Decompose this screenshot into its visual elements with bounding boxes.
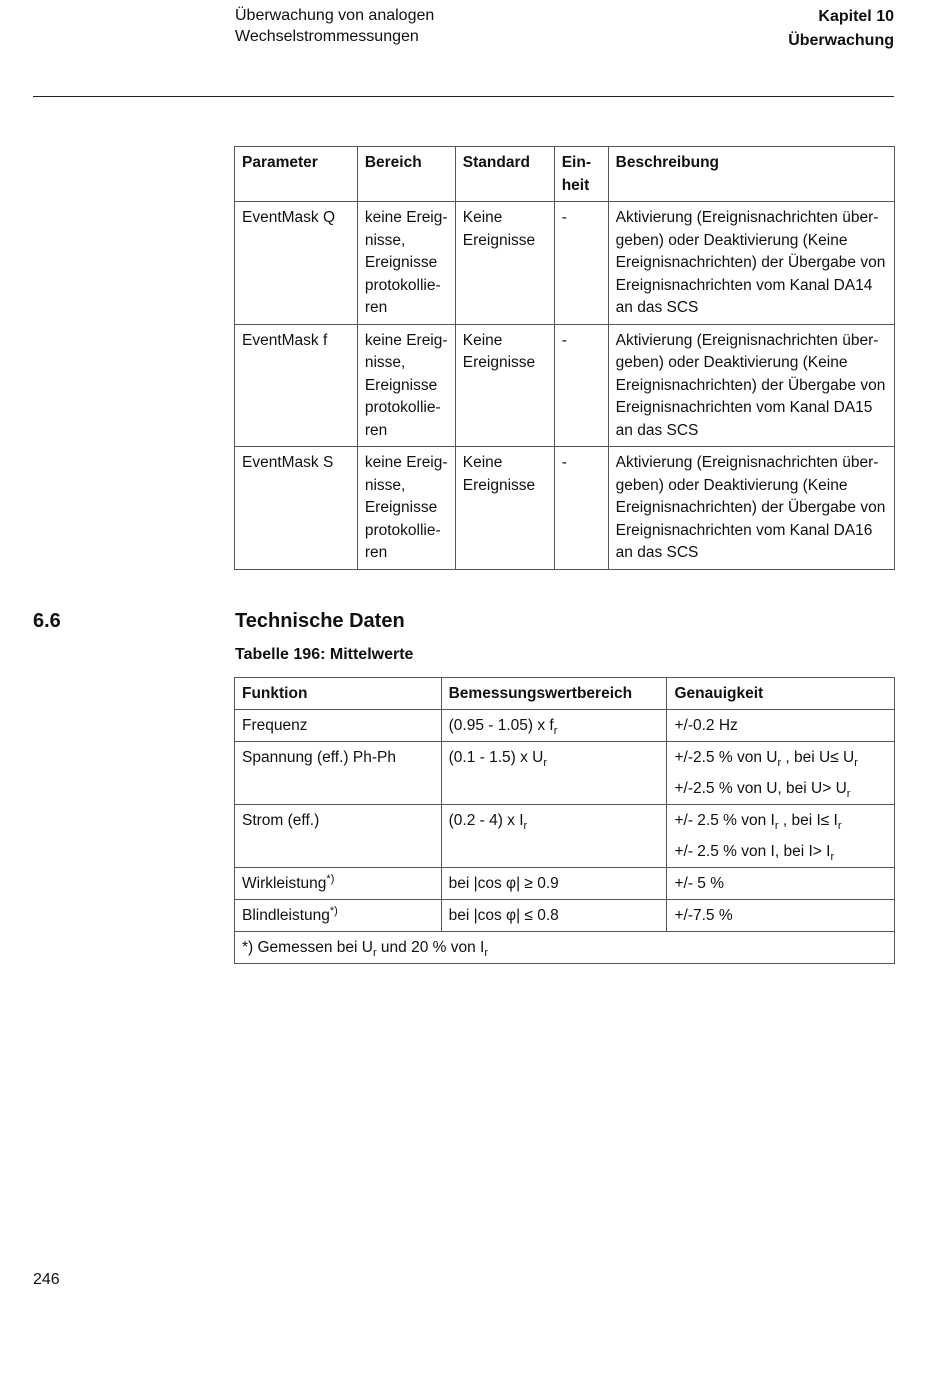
footnote-row <box>235 932 895 964</box>
table-row <box>235 324 895 447</box>
header-divider <box>33 96 894 97</box>
header-title-line1: Überwachung von analogen <box>235 7 435 24</box>
table-row <box>235 202 895 325</box>
cell-bereich-line: Ereignisse <box>364 254 438 271</box>
cell-bereich-line: protokollie- <box>364 276 441 294</box>
cell-standard-line: Ereignisse <box>462 476 536 494</box>
cell-parameter: EventMask S <box>235 447 358 570</box>
genauigkeit-line <box>674 810 887 831</box>
text-span: (0.95 - 1.05) x f <box>448 717 554 734</box>
cell-beschreibung-line: Ereignisnachrichten) der Übergabe von <box>615 254 886 271</box>
column-header-einheit <box>554 147 608 202</box>
cell-standard-line: Ereignisse <box>462 231 536 249</box>
cell-funktion <box>235 805 442 868</box>
table-header-row <box>235 678 895 710</box>
cell-bereich-line: ren <box>364 544 388 561</box>
cell-beschreibung <box>608 324 894 447</box>
subscript: r <box>484 947 489 959</box>
cell-beschreibung-line: geben) oder Deaktivierung (Keine <box>615 354 848 371</box>
cell-standard-line: Keine <box>462 454 503 471</box>
cell-bereich-line: keine Ereig- <box>364 454 448 471</box>
cell-funktion <box>235 900 442 932</box>
cell-bereich <box>357 324 455 447</box>
text-span: und 20 % von I <box>376 939 485 956</box>
cell-einheit: - <box>554 447 608 570</box>
cell-bemessungswertbereich <box>441 868 667 900</box>
chapter-title: Überwachung <box>788 32 894 49</box>
cell-beschreibung-line: Ereignisnachrichten vom Kanal DA14 <box>615 276 873 294</box>
cell-bereich-line: nisse, <box>364 354 406 371</box>
parameter-table <box>234 146 895 570</box>
table-row <box>235 742 895 805</box>
column-header-standard: Standard <box>455 147 554 202</box>
footnote-cell <box>235 932 895 964</box>
text-span: +/-0.2 Hz <box>674 717 738 734</box>
cell-genauigkeit <box>667 710 895 742</box>
column-header-einheit-line2: heit <box>561 176 590 194</box>
cell-funktion <box>235 710 442 742</box>
genauigkeit-line <box>674 873 887 894</box>
cell-beschreibung <box>608 202 894 325</box>
genauigkeit-line <box>674 715 887 736</box>
table-caption: Tabelle 196: Mittelwerte <box>235 646 414 663</box>
text-span: +/- 2.5 % von I <box>674 812 775 829</box>
cell-beschreibung <box>608 447 894 570</box>
cell-standard <box>455 324 554 447</box>
cell-bereich-line: nisse, <box>364 231 406 249</box>
cell-einheit: - <box>554 324 608 447</box>
funktion-label: Spannung (eff.) Ph-Ph <box>242 749 396 766</box>
funktion-label: Blindleistung <box>242 907 330 924</box>
genauigkeit-line <box>674 747 887 768</box>
cell-genauigkeit <box>667 805 895 868</box>
text-span: +/-2.5 % von U, bei U> U <box>674 780 847 797</box>
cell-bereich-line: keine Ereig- <box>364 331 448 349</box>
cell-beschreibung-line: Ereignisnachrichten vom Kanal DA16 <box>615 521 873 539</box>
cell-funktion <box>235 868 442 900</box>
subscript: r <box>854 757 858 769</box>
column-header-funktion: Funktion <box>235 678 442 710</box>
cell-beschreibung-line: Ereignisnachrichten vom Kanal DA15 <box>615 399 873 416</box>
table-row <box>235 805 895 868</box>
cell-funktion <box>235 742 442 805</box>
footnote-marker: *) <box>326 873 335 885</box>
funktion-label: Strom (eff.) <box>242 812 320 829</box>
text-span: bei |cos φ| ≤ 0.8 <box>448 907 559 924</box>
cell-bereich-line: protokollie- <box>364 399 441 416</box>
footnote-marker: *) <box>329 905 338 917</box>
section-number: 6.6 <box>33 610 61 632</box>
cell-beschreibung-line: Aktivierung (Ereignisnachrichten über- <box>615 454 879 471</box>
cell-beschreibung-line: Ereignisnachrichten) der Übergabe von <box>615 376 886 394</box>
cell-standard-line: Ereignisse <box>462 354 536 371</box>
text-span: bei |cos φ| ≥ 0.9 <box>448 875 559 892</box>
table-row <box>235 868 895 900</box>
subscript: r <box>837 820 842 832</box>
cell-parameter: EventMask f <box>235 324 358 447</box>
column-header-genauigkeit: Genauigkeit <box>667 678 895 710</box>
subscript: r <box>372 947 377 959</box>
text-span: +/- 5 % <box>674 875 725 892</box>
cell-bereich-line: Ereignisse <box>364 376 438 394</box>
section-title: Technische Daten <box>235 610 405 632</box>
cell-beschreibung-line: geben) oder Deaktivierung (Keine <box>615 231 848 249</box>
cell-bereich-line: nisse, <box>364 476 406 494</box>
column-header-bereich: Bereich <box>357 147 455 202</box>
running-header-right <box>788 5 894 53</box>
text-span: +/- 2.5 % von I, bei I> I <box>674 843 831 860</box>
header-title-line2: Wechselstrommessungen <box>235 28 419 45</box>
genauigkeit-line <box>674 841 887 862</box>
cell-bereich-line: keine Ereig- <box>364 209 448 226</box>
table-header-row <box>235 147 895 202</box>
text-span: +/-2.5 % von U <box>674 749 778 766</box>
subscript: r <box>553 725 558 737</box>
cell-bereich-line: ren <box>364 299 388 316</box>
subscript: r <box>830 851 835 863</box>
column-header-bemessungswertbereich: Bemessungswertbereich <box>441 678 667 710</box>
funktion-label: Wirkleistung <box>242 875 327 892</box>
column-header-beschreibung: Beschreibung <box>608 147 894 202</box>
cell-beschreibung-line: an das SCS <box>615 299 699 316</box>
text-span: (0.1 - 1.5) x U <box>448 749 544 766</box>
genauigkeit-line <box>674 778 887 799</box>
cell-genauigkeit <box>667 900 895 932</box>
funktion-label: Frequenz <box>242 717 308 734</box>
text-span: (0.2 - 4) x I <box>448 812 524 829</box>
mittelwerte-table <box>234 677 895 964</box>
table-row <box>235 900 895 932</box>
cell-beschreibung-line: Aktivierung (Ereignisnachrichten über- <box>615 331 879 349</box>
cell-standard <box>455 202 554 325</box>
cell-standard-line: Keine <box>462 331 503 349</box>
running-header-left <box>235 5 434 47</box>
cell-parameter: EventMask Q <box>235 202 358 325</box>
subscript: r <box>777 757 782 769</box>
cell-bemessungswertbereich <box>441 742 667 805</box>
column-header-einheit-line1: Ein- <box>561 154 591 171</box>
text-span: , bei I≤ I <box>778 812 838 829</box>
table-row <box>235 710 895 742</box>
cell-standard-line: Keine <box>462 209 503 226</box>
cell-bereich <box>357 202 455 325</box>
cell-beschreibung-line: an das SCS <box>615 544 699 561</box>
page-number: 246 <box>33 1271 60 1288</box>
subscript: r <box>846 788 851 800</box>
cell-genauigkeit <box>667 742 895 805</box>
genauigkeit-line <box>674 905 887 926</box>
cell-bemessungswertbereich <box>441 900 667 932</box>
chapter-number: Kapitel 10 <box>818 8 894 25</box>
cell-beschreibung-line: geben) oder Deaktivierung (Keine <box>615 476 848 494</box>
cell-einheit: - <box>554 202 608 325</box>
subscript: r <box>523 820 528 832</box>
cell-standard <box>455 447 554 570</box>
cell-beschreibung-line: Ereignisnachrichten) der Übergabe von <box>615 499 886 516</box>
cell-beschreibung-line: Aktivierung (Ereignisnachrichten über- <box>615 209 879 226</box>
cell-bereich <box>357 447 455 570</box>
table-row <box>235 447 895 570</box>
cell-beschreibung-line: an das SCS <box>615 421 699 439</box>
cell-bereich-line: ren <box>364 421 388 439</box>
cell-bereich-line: protokollie- <box>364 521 441 539</box>
text-span: *) Gemessen bei U <box>242 939 373 956</box>
text-span: +/-7.5 % <box>674 907 733 924</box>
text-span: , bei U≤ U <box>781 749 855 766</box>
cell-bereich-line: Ereignisse <box>364 499 438 516</box>
cell-bemessungswertbereich <box>441 710 667 742</box>
column-header-parameter: Parameter <box>235 147 358 202</box>
cell-genauigkeit <box>667 868 895 900</box>
subscript: r <box>543 757 548 769</box>
subscript: r <box>774 820 779 832</box>
cell-bemessungswertbereich <box>441 805 667 868</box>
